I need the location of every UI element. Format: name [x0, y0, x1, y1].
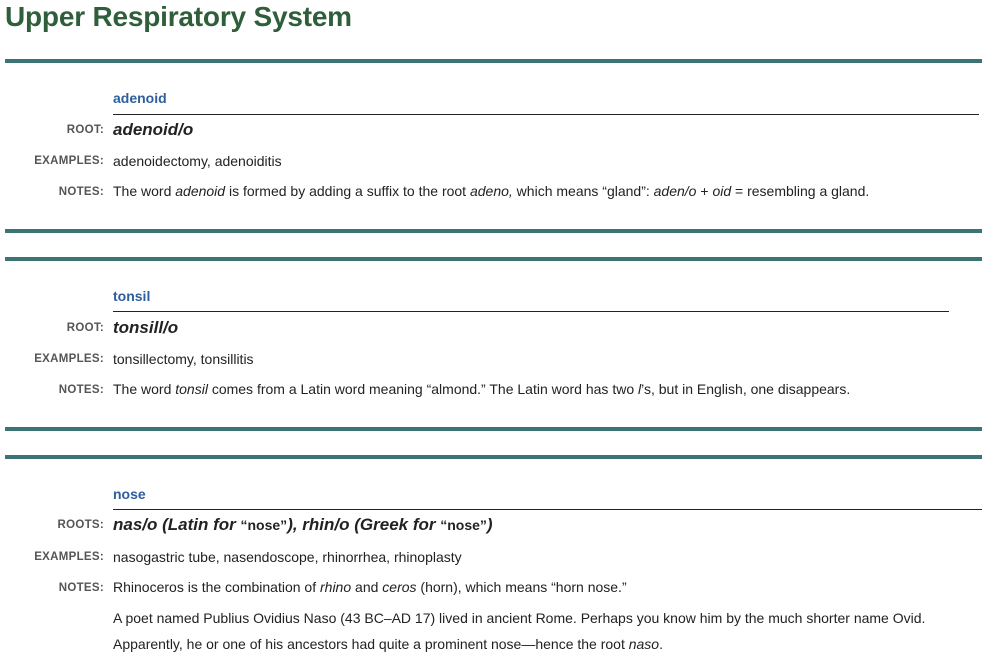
examples-value: nasogastric tube, nasendoscope, rhinorrhea, rhinoplasty [113, 549, 462, 565]
notes-label: NOTES: [58, 186, 104, 198]
examples-label: EXAMPLES: [34, 353, 104, 365]
examples-label: EXAMPLES: [34, 551, 104, 563]
term-heading: tonsil [113, 288, 151, 304]
term-underline [113, 311, 949, 312]
term-underline [113, 114, 979, 115]
notes-value: The word tonsil comes from a Latin word meaning “almond.” The Latin word has two l’s, but in English, one disappears. [113, 381, 851, 397]
page-title: Upper Respiratory System [5, 1, 352, 32]
notes-label: NOTES: [58, 384, 104, 396]
roots-value: nas/o (Latin for “nose”), rhin/o (Greek for “nose”) [113, 515, 493, 534]
examples-value: adenoidectomy, adenoiditis [113, 153, 282, 169]
term-underline [113, 509, 982, 510]
examples-value: tonsillectomy, tonsillitis [113, 351, 254, 367]
notes-value: The word adenoid is formed by adding a suffix to the root adeno, which means “gland”: aden/o + oid = resembling a gland. [113, 183, 870, 199]
notes-label: NOTES: [58, 582, 104, 594]
term-heading: nose [113, 486, 146, 502]
root-label: ROOT: [66, 322, 104, 334]
examples-label: EXAMPLES: [34, 155, 104, 167]
root-value: tonsill/o [113, 318, 179, 337]
term-heading: adenoid [113, 90, 167, 106]
section-divider [5, 229, 982, 233]
roots-label: ROOTS: [57, 519, 104, 531]
section-divider [5, 257, 982, 261]
notes-paragraph-2: A poet named Publius Ovidius Naso (43 BC–AD 17) lived in ancient Rome. Perhaps you know him by the much shorter name Ovid. Apparently, he or one of his ancestors had quite a prominent nose—hence the root naso. [113, 610, 926, 652]
root-value: adenoid/o [113, 120, 194, 139]
notes-value: Rhinoceros is the combination of rhino and ceros (horn), which means “horn nose.” [113, 579, 627, 595]
section-divider [5, 427, 982, 431]
section-divider [5, 59, 982, 63]
root-label: ROOT: [66, 124, 104, 136]
section-divider [5, 455, 982, 459]
